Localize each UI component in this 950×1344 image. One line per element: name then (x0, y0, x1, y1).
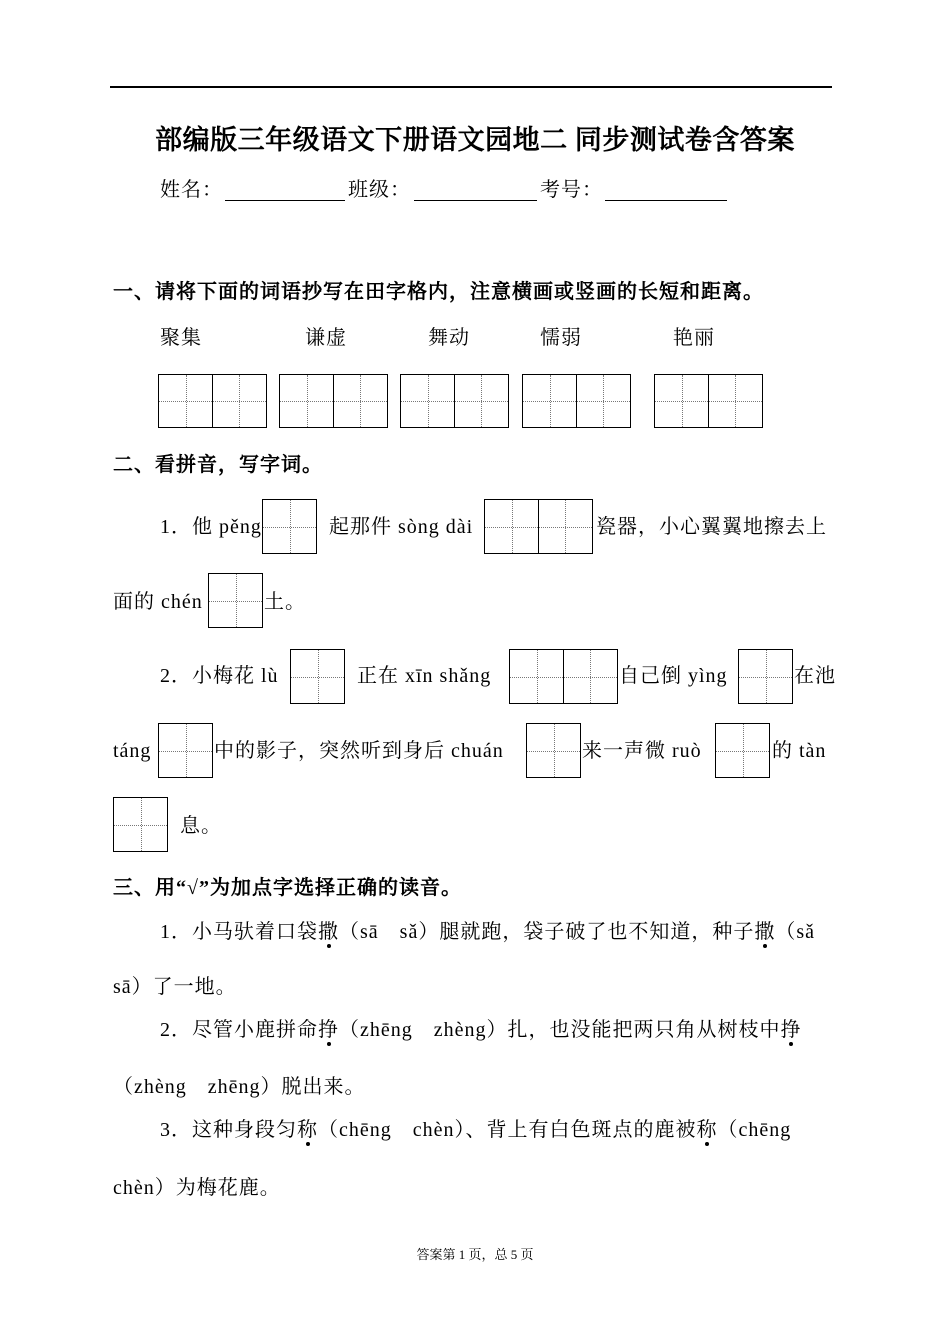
question-text: chèn）为梅花鹿。 (113, 1177, 281, 1199)
dotted-character: 称 (696, 1119, 718, 1141)
question-text: 起那件 sòng dài (329, 516, 474, 538)
question-text: （zhèng zhēng）脱出来。 (113, 1076, 366, 1098)
dotted-character: 挣 (318, 1019, 339, 1041)
question-line (160, 920, 815, 944)
question-text: 中的影子，突然听到身后 chuán (214, 740, 504, 762)
exam-number-blank (605, 200, 727, 201)
question-text: 息。 (180, 815, 222, 837)
tianzige-box (158, 374, 267, 428)
class-label: 班级： (348, 179, 411, 201)
top-rule (110, 86, 832, 88)
question-line (160, 1018, 802, 1042)
word-item: 艳丽 (673, 327, 715, 349)
tianzige-cell (333, 374, 388, 428)
tianzige-box (158, 723, 213, 778)
tianzige-box (484, 499, 593, 554)
tianzige-box (526, 723, 581, 778)
dotted-character: 撒 (754, 921, 776, 943)
word-item: 懦弱 (540, 327, 582, 349)
tianzige-cell (708, 374, 763, 428)
tianzige-cell (522, 374, 577, 428)
section3-heading: 三、用“√”为加点字选择正确的读音。 (113, 877, 462, 899)
question-line (160, 1118, 791, 1142)
question-text: （zhēng zhèng）扎，也没能把两只角从树枝中 (339, 1019, 781, 1041)
section2-heading: 二、看拼音，写字词。 (113, 454, 323, 476)
tianzige-cell (208, 573, 263, 628)
question-text: táng (113, 740, 152, 762)
class-blank (414, 200, 537, 201)
tianzige-box (715, 723, 770, 778)
tianzige-cell (454, 374, 509, 428)
tianzige-box (208, 573, 263, 628)
question-text: （chēng chèn）、背上有白色斑点的鹿被 (318, 1119, 697, 1141)
question-text: 在池 (794, 665, 836, 687)
question-text: 瓷器，小心翼翼地擦去上 (596, 516, 827, 538)
question-text: 2．小梅花 lù (160, 665, 279, 687)
question-text: （chēng (717, 1119, 792, 1141)
tianzige-box (279, 374, 388, 428)
tianzige-box (509, 649, 618, 704)
question-text: （sā sǎ）腿就跑，袋子破了也不知道，种子 (339, 921, 755, 943)
question-text: 的 tàn (772, 740, 827, 762)
tianzige-cell (113, 797, 168, 852)
tianzige-cell (290, 649, 345, 704)
question-text: 2．尽管小鹿拼命 (160, 1019, 318, 1041)
tianzige-cell (538, 499, 593, 554)
question-text: 1．小马驮着口袋 (160, 921, 318, 943)
tianzige-cell (715, 723, 770, 778)
word-item: 舞动 (428, 327, 470, 349)
tianzige-box (400, 374, 509, 428)
name-label: 姓名： (160, 179, 223, 201)
name-blank (225, 200, 345, 201)
tianzige-cell (400, 374, 455, 428)
question-text: 3．这种身段匀 (160, 1119, 297, 1141)
tianzige-box (738, 649, 793, 704)
tianzige-cell (262, 499, 317, 554)
tianzige-cell (279, 374, 334, 428)
question-text: 正在 xīn shǎng (357, 665, 492, 687)
question-text: 土。 (264, 591, 306, 613)
tianzige-cell (563, 649, 618, 704)
tianzige-box (113, 797, 168, 852)
tianzige-box (290, 649, 345, 704)
document-title: 部编版三年级语文下册语文园地二 同步测试卷含答案 (155, 125, 795, 155)
word-item: 谦虚 (305, 327, 347, 349)
dotted-character: 称 (297, 1119, 318, 1141)
tianzige-box (654, 374, 763, 428)
tianzige-cell (158, 723, 213, 778)
dotted-character: 挣 (780, 1019, 802, 1041)
tianzige-cell (212, 374, 267, 428)
exam-number-label: 考号： (540, 179, 603, 201)
tianzige-cell (738, 649, 793, 704)
tianzige-cell (576, 374, 631, 428)
tianzige-cell (509, 649, 564, 704)
tianzige-box (522, 374, 631, 428)
question-text: sā）了一地。 (113, 976, 237, 998)
question-text: 来一声微 ruò (582, 740, 702, 762)
tianzige-cell (526, 723, 581, 778)
question-text: 面的 chén (113, 591, 203, 613)
section1-heading: 一、请将下面的词语抄写在田字格内，注意横画或竖画的长短和距离。 (113, 281, 764, 303)
tianzige-cell (654, 374, 709, 428)
tianzige-box (262, 499, 317, 554)
page-footer: 答案第 1 页，总 5 页 (416, 1247, 534, 1262)
tianzige-cell (484, 499, 539, 554)
question-text: 1．他 pěng (160, 516, 262, 538)
dotted-character: 撒 (318, 921, 339, 943)
tianzige-cell (158, 374, 213, 428)
question-text: 自己倒 yìng (619, 665, 728, 687)
word-item: 聚集 (160, 327, 202, 349)
question-text: （sǎ (775, 921, 815, 943)
